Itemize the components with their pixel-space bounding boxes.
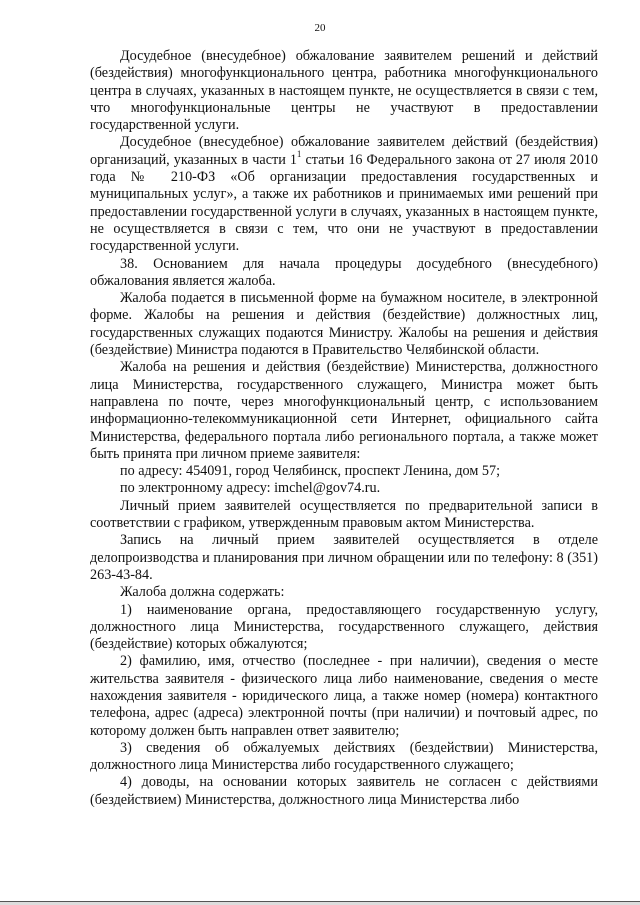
paragraph-mfc-appeal: Досудебное (внесудебное) обжалование заявителем решений и действий (бездействия) многофункционального центра, работника многофункционального центра в случаях, указанных в настоящем пункте, не осуществляется в связи с тем, что многофункциональные центры не участвуют в предоставлении государственной услуги. [90,48,598,134]
paragraph-appointment-phone: Запись на личный прием заявителей осуществляется в отделе делопроизводства и планирования при личном обращении или по телефону: 8 (351) 263-43-84. [90,532,598,583]
paragraph-organizations-appeal [90,134,598,255]
paragraph-complaint-contents: Жалоба должна содержать: [120,584,285,601]
paragraph-personal-reception: Личный прием заявителей осуществляется по предварительной записи в соответствии с графиком, утвержденным правовым актом Министерства. [90,497,598,532]
list-item-2: 2) фамилию, имя, отчество (последнее - при наличии), сведения о месте жительства заявителя - физического лица либо наименование, сведения о месте нахождения заявителя - юридического лица, а также номер (номера) контактного телефона, адрес (адреса) электронной почты (при наличии) и почтовый адрес, по которому должен быть направлен ответ заявителю; [90,653,598,739]
paragraph-email-address: по электронному адресу: imchel@gov74.ru. [120,480,381,497]
page-number: 20 [314,22,326,34]
paragraph-text-part: Досудебное (внесудебное) обжалование заявителем действий (бездействия) организаций, указанных в части 1 [90,134,598,168]
superscript-mark: 1 [296,148,302,159]
page-bottom-edge [0,901,640,905]
paragraph-complaint-channels: Жалоба на решения и действия (бездействие) Министерства, должностного лица Министерства, государственного служащего, Министра может быть направлена по почте, через многофункциональный центр, с использованием информационно-телекоммуникационной сети Интернет, официального сайта Министерства, федерального портала либо регионального портала, а также может быть принята при личном приеме заявителя: [90,359,598,462]
list-item-4: 4) доводы, на основании которых заявитель не согласен с действиями (бездействием) Министерства, должностного лица Министерства либо [90,774,598,808]
list-item-3: 3) сведения об обжалуемых действиях (бездействии) Министерства, должностного лица Министерства либо государственного служащего; [90,739,598,774]
paragraph-postal-address: по адресу: 454091, город Челябинск, проспект Ленина, дом 57; [120,463,501,480]
paragraph-item-38: 38. Основанием для начала процедуры досудебного (внесудебного) обжалования является жалоба. [90,255,598,289]
document-body [90,48,598,809]
paragraph-complaint-form: Жалоба подается в письменной форме на бумажном носителе, в электронной форме. Жалобы на решения и действия (бездействие) должностных лиц, государственных служащих подаются Министру. Жалобы на решения и действия (бездействие) Министра подаются в Правительство Челябинской области. [90,290,598,359]
list-item-1: 1) наименование органа, предоставляющего государственную услугу, должностного лица Министерства, государственного служащего, действия (бездействие) которых обжалуются; [90,601,598,653]
paragraph-text-part: статьи 16 Федерального закона от 27 июля 2010 года № 210-ФЗ «Об организации предоставления государственных и муниципальных услуг», а также их работников и принимаемых ими решений при предоставлении государственной услуги в случаях, указанных в настоящем пункте, не осуществляется в связи с тем, что они не участвуют в предоставлении государственной услуги. [90,151,598,255]
